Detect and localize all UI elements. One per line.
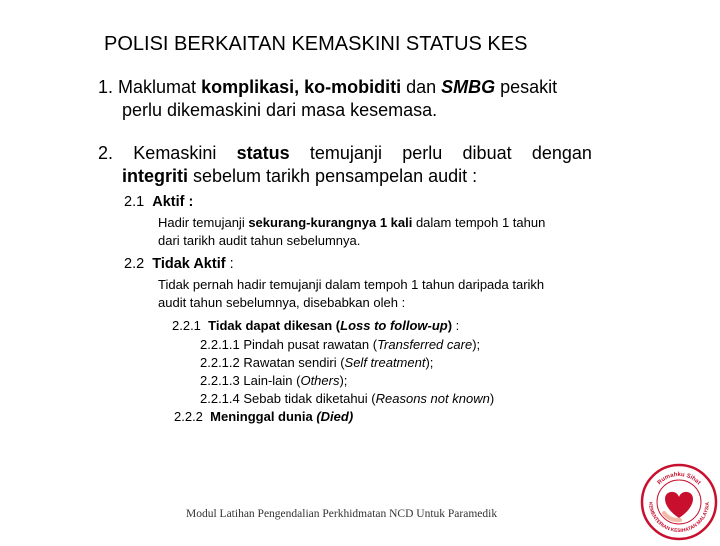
item-text-bold: integriti [122,166,188,186]
text-bold: ) [447,318,453,333]
policy-item-2 [98,142,592,188]
item-text: pesakit [495,77,558,97]
section-number: 2.2 [124,256,145,272]
item-word: dibuat [462,143,512,163]
section-2-2-text [158,276,544,312]
text-bold: Meninggal dunia [210,409,317,424]
text: Hadir temujanji [158,215,249,230]
item-word-bold: status [236,143,290,163]
logo-text-bottom: KEMENTERIAN KESIHATAN MALAYSIA [646,501,712,535]
section-number: 2.1 [124,194,145,210]
text-bold: Tidak dapat dikesan ( [208,318,341,333]
section-number: 2.2.2 [174,409,203,424]
text-line2: dari tarikh audit tahun sebelumnya. [158,233,361,248]
sub-item [200,391,494,406]
sub-item [200,355,433,370]
section-2-1-text [158,214,545,250]
text-bold: sekurang-kurangnya 1 kali [248,215,413,230]
item-text-line2: perlu dikemaskini dari masa kesemasa. [122,100,438,120]
section-2-2-2 [174,409,353,424]
text-line1: Tidak pernah hadir temujanji dalam tempoh 1 tahun daripada tarikh [158,277,545,292]
text: 2.2.1.3 Lain-lain ( [200,373,301,388]
text-italic: Self treatment [344,355,426,370]
text: dalam tempoh 1 tahun [412,215,546,230]
policy-item-1 [98,76,557,122]
text-italic: Others [300,373,340,388]
heart-hands-emblem-icon [640,463,718,541]
text: : [452,318,460,333]
item-text: Maklumat [118,77,202,97]
item-text-bold: komplikasi, ko-mobiditi [201,77,402,97]
colon: : [225,256,234,272]
text-italic: Transferred care [377,337,473,352]
logo-text-top: Rumahku Sihat [656,471,702,487]
item-word: perlu [402,143,443,163]
sub-item [200,373,347,388]
item-text-bold-italic: SMBG [441,77,496,97]
item-number: 2. [98,143,114,163]
text: ); [425,355,434,370]
text-bold-italic: Loss to follow-up [340,318,448,333]
item-word: temujanji [309,143,382,163]
text: 2.2.1.4 Sebab tidak diketahui ( [200,391,376,406]
text-italic: Reasons not known [375,391,490,406]
section-2-2-heading [124,256,234,272]
text: 2.2.1.1 Pindah pusat rawatan ( [200,337,378,352]
text-bold-italic: (Died) [316,409,354,424]
text: 2.2.1.2 Rawatan sendiri ( [200,355,345,370]
page-title: POLISI BERKAITAN KEMASKINI STATUS KES [104,33,528,55]
section-2-2-1 [172,318,459,333]
item-text: dan [401,77,442,97]
sub-item [200,337,480,352]
item-word: Kemaskini [133,143,217,163]
footer-text: Modul Latihan Pengendalian Perkhidmatan NCD Untuk Paramedik [186,508,498,520]
section-2-1-heading [124,194,193,210]
section-number: 2.2.1 [172,318,201,333]
section-label: Aktif : [152,194,194,210]
section-label: Tidak Aktif [152,256,226,272]
text: ); [472,337,481,352]
item-text: sebelum tarikh pensampelan audit : [188,166,478,186]
text: ) [489,391,495,406]
text: ); [339,373,348,388]
item-number: 1. [98,77,114,97]
text-line2: audit tahun sebelumnya, disebabkan oleh : [158,295,406,310]
item-word: dengan [531,143,592,163]
